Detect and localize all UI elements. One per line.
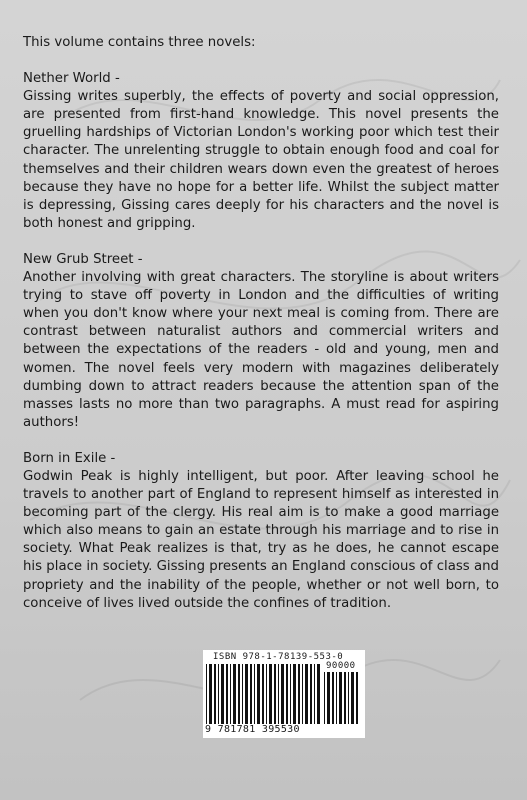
section-title-new-grub-street: New Grub Street - (23, 251, 143, 267)
price-code: 90000 (326, 661, 356, 671)
barcode-bar (293, 664, 296, 724)
barcode-bar (290, 664, 291, 724)
barcode-bar (218, 664, 219, 724)
barcode-bar (238, 664, 240, 724)
barcode-bar (230, 664, 231, 724)
ean-digits: 9 781781 395530 (205, 724, 300, 735)
barcode-bar (254, 664, 255, 724)
section-title-born-in-exile: Born in Exile - (23, 450, 116, 466)
barcode-bar (257, 664, 260, 724)
barcode-bar (226, 664, 228, 724)
intro-line: This volume contains three novels: (23, 35, 256, 50)
barcode-bar (314, 664, 315, 724)
barcode-bar (332, 672, 334, 724)
barcode-addon-bars (324, 672, 362, 724)
barcode-bar (336, 672, 337, 724)
barcode-bar (209, 664, 212, 724)
barcode-bar (242, 664, 243, 724)
barcode-bar (221, 664, 224, 724)
barcode-bar (262, 664, 264, 724)
barcode-bar (298, 664, 300, 724)
barcode-bar (327, 672, 330, 724)
section-body-new-grub-street: Another involving with great characters. The storyline is about writers trying to stave off poverty in London and the difficulties of writing when you don't know where your next meal is coming from. There are contrast between naturalist authors and commercial writers and between the expectations of the readers - old and young, men and women. The novel feels very modern with magazines deliberately dumbing down to attract readers because the attention span of the masses lasts no more than two paragraphs. A must read for aspiring authors! (23, 270, 499, 430)
barcode-bar (245, 664, 248, 724)
blurb-text (23, 34, 499, 631)
section-title-nether-world: Nether World - (23, 71, 120, 87)
barcode-bar (305, 664, 308, 724)
barcode-bar (266, 664, 267, 724)
section-body-born-in-exile: Godwin Peak is highly intelligent, but poor. After leaving school he travels to another part of England to represent himself as interested in becoming part of the clergy. His real aim is to make a good marriage which also means to gain an estate through his marriage and to rise in society. What Peak realizes is that, try as he does, he cannot escape his place in society. Gissing presents an England conscious of class and propriety and the inability of the people, whether or not well born, to conceive of lives lived outside the confines of tradition. (23, 468, 499, 611)
barcode-bar (269, 664, 272, 724)
barcode-bar (344, 672, 346, 724)
isbn-label: ISBN 978-1-78139-553-0 (213, 652, 344, 662)
barcode-bar (206, 664, 207, 724)
barcode-bar (351, 672, 354, 724)
barcode-bar (274, 664, 276, 724)
barcode-bar (348, 672, 349, 724)
barcode-bar (214, 664, 216, 724)
barcode-bar (339, 672, 342, 724)
barcode-bar (310, 664, 312, 724)
barcode-bar (233, 664, 236, 724)
barcode-bars (206, 664, 322, 724)
barcode-bar (302, 664, 303, 724)
barcode-bar (317, 664, 320, 724)
barcode-bar (278, 664, 279, 724)
barcode-bar (356, 672, 358, 724)
barcode (203, 650, 365, 738)
barcode-bar (281, 664, 284, 724)
barcode-bar (286, 664, 288, 724)
barcode-bar (250, 664, 252, 724)
barcode-bar (324, 672, 325, 724)
section-body-nether-world: Gissing writes superbly, the effects of poverty and social oppression, are presented from first-hand knowledge. This novel presents the gruelling hardships of Victorian London's working poor which test their character. The unrelenting struggle to obtain enough food and coal for themselves and their children wears down even the greatest of heroes because they have no hope for a better life. Whilst the subject matter is depressing, Gissing cares deeply for his characters and the novel is both honest and gripping. (23, 89, 499, 231)
